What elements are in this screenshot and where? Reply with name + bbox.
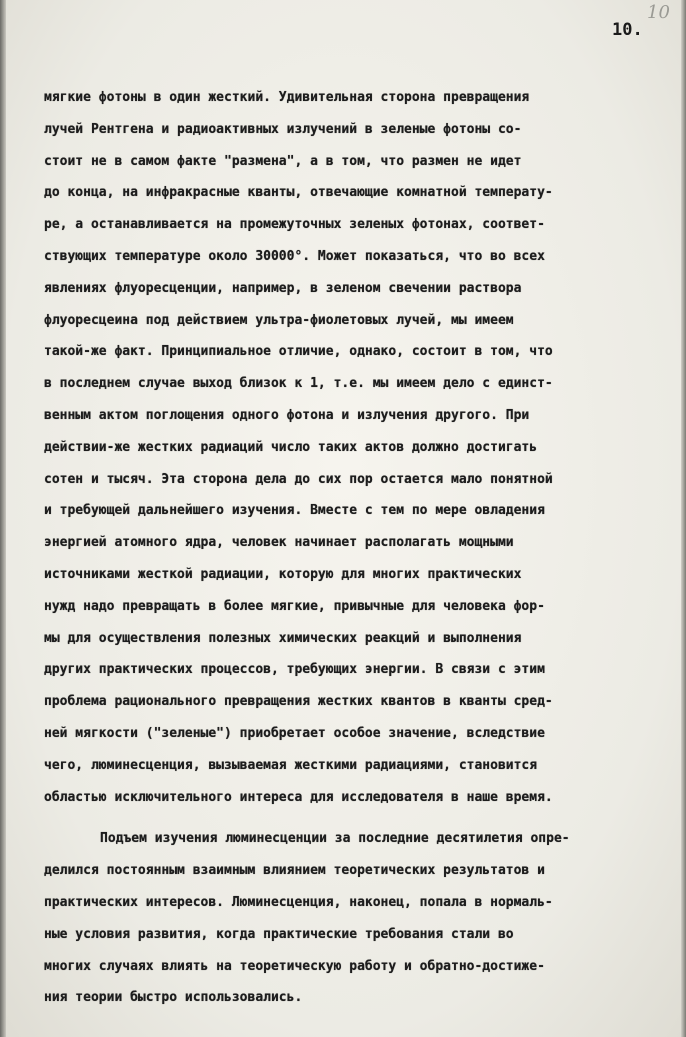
scan-edge-left — [0, 0, 6, 1037]
text-line: чего, люминесценция, вызываемая жесткими радиациями, становится — [44, 757, 538, 773]
text-line: действии-же жестких радиаций число таких актов должно достигать — [44, 439, 538, 455]
text-line: лучей Рентгена и радиоактивных излучений в зеленые фотоны со- — [44, 121, 522, 137]
text-line: ствующих температуре около 30000°. Может показаться, что во всех — [44, 248, 545, 264]
text-line: многих случаях влиять на теоретическую работу и обратно-достиже- — [44, 958, 545, 974]
text-line: сотен и тысяч. Эта сторона дела до сих пор остается мало понятной — [44, 471, 553, 487]
text-line: делился постоянным взаимным влиянием теоретических результатов и — [44, 863, 545, 879]
text-line: явлениях флуоресценции, например, в зеленом свечении раствора — [44, 280, 522, 296]
text-line: других практических процессов, требующих энергии. В связи с этим — [44, 662, 545, 678]
text-line: ре, а останавливается на промежуточных зеленых фотонах, соответ- — [44, 217, 545, 233]
text-line: в последнем случае выход близок к 1, т.е. мы имеем дело с единст- — [44, 376, 553, 392]
text-line: флуоресцеина под действием ультра-фиолетовых лучей, мы имеем — [44, 312, 514, 328]
text-line: до конца, на инфракрасные кванты, отвечающие комнатной температу- — [44, 185, 553, 201]
margin-note: 10 — [647, 2, 670, 23]
text-line: проблема рационального превращения жестких квантов в кванты сред- — [44, 694, 553, 710]
text-line: энергией атомного ядра, человек начинает располагать мощными — [44, 535, 514, 551]
page-number: 10. — [612, 20, 643, 40]
text-line: практических интересов. Люминесценция, наконец, попала в нормаль- — [44, 894, 553, 910]
body-text — [44, 82, 686, 1014]
text-line: мы для осуществления полезных химических реакций и выполнения — [44, 630, 522, 646]
text-line: мягкие фотоны в один жесткий. Удивительная сторона превращения — [44, 90, 530, 105]
text-line: нужд надо превращать в более мягкие, привычные для человека фор- — [44, 598, 545, 614]
paragraph-start-line: Подъем изучения люминесценции за последние десятилетия опре- — [100, 831, 570, 847]
text-line: венным актом поглощения одного фотона и излучения другого. При — [44, 407, 530, 423]
text-line: ния теории быстро использовались. — [44, 990, 303, 1006]
text-line: источниками жесткой радиации, которую для многих практических — [44, 566, 522, 582]
text-line: и требующей дальнейшего изучения. Вместе с тем по мере овладения — [44, 503, 545, 519]
text-line: стоит не в самом факте "размена", а в том, что размен не идет — [44, 153, 522, 169]
text-line: такой-же факт. Принципиальное отличие, однако, состоит в том, что — [44, 344, 553, 360]
text-line: ные условия развития, когда практические требования стали во — [44, 926, 514, 942]
text-line: областью исключительного интереса для исследователя в наше время. — [44, 789, 553, 805]
text-line: ней мягкости ("зеленые") приобретает особое значение, вследствие — [44, 725, 545, 741]
